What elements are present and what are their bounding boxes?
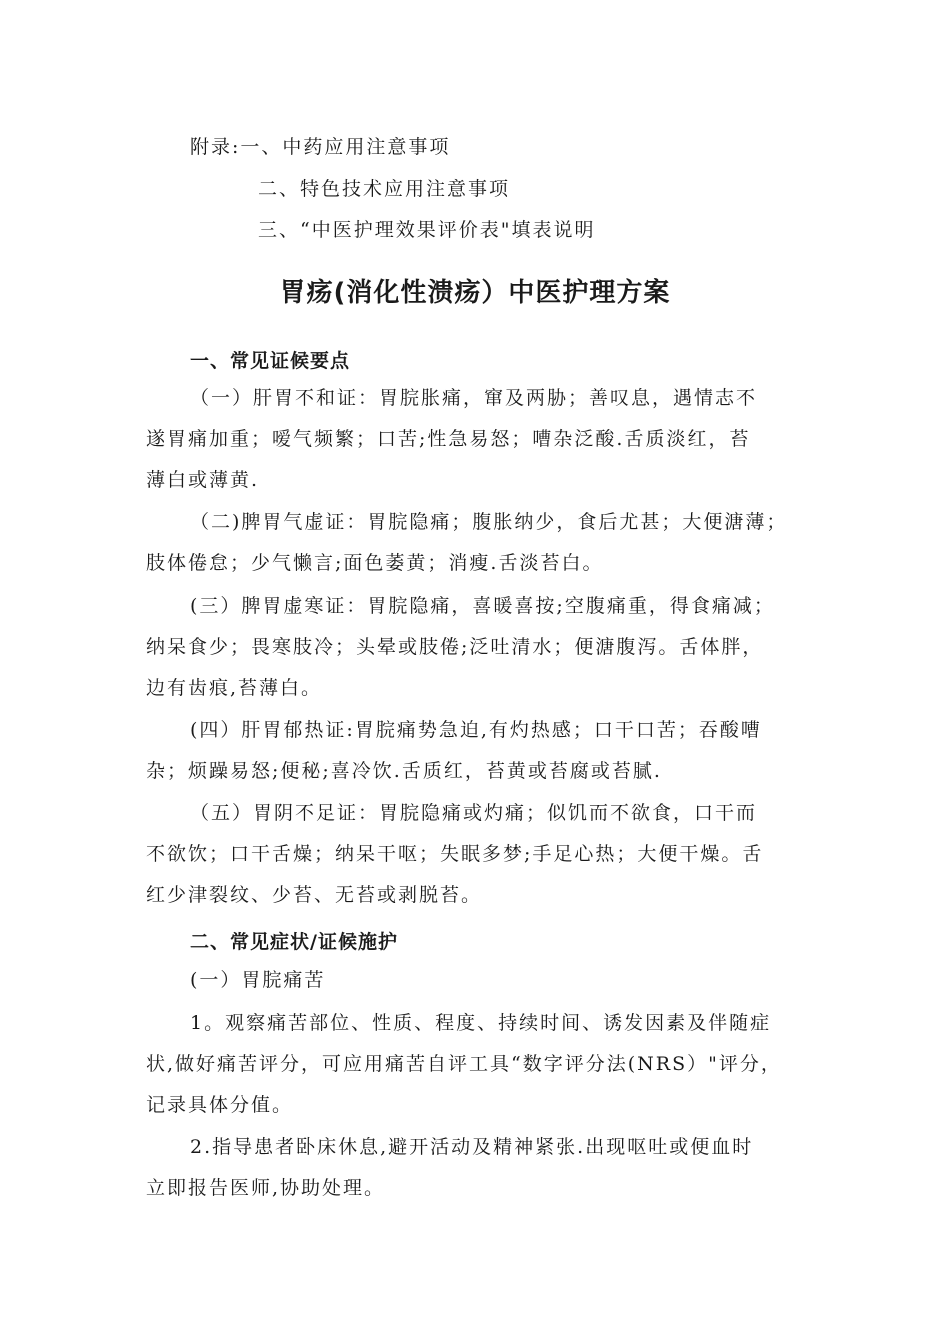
paragraph-line: 遂胃痛加重；嗳气频繁；口苦;性急易怒；嘈杂泛酸.舌质淡红，苔: [146, 428, 751, 450]
appendix-line-1: 附录:一、中药应用注意事项: [190, 136, 451, 158]
document-title: 胃疡(消化性溃疡）中医护理方案: [279, 278, 671, 308]
paragraph-line: 红少津裂纹、少苔、无苔或剥脱苔。: [146, 884, 483, 906]
syndrome-paragraph-2: [146, 502, 806, 584]
paragraph-line: 边有齿痕,苔薄白。: [146, 677, 323, 699]
care-paragraph-2: [146, 1127, 806, 1209]
paragraph-line: (三）脾胃虚寒证：胃脘隐痛，喜暖喜按;空腹痛重，得食痛减；: [190, 595, 775, 617]
section-heading-1: 一、常见证候要点: [190, 350, 351, 372]
care-paragraph-1: [146, 1003, 806, 1126]
paragraph-line: 不欲饮；口干舌燥；纳呆干呕；失眠多梦;手足心热；大便干燥。舌: [146, 843, 764, 865]
paragraph-line: 肢体倦怠；少气懒言;面色萎黄；消瘦.舌淡苔白。: [146, 552, 604, 574]
syndrome-paragraph-4: [146, 710, 806, 792]
appendix-line-3: 三、“中医护理效果评价表"填表说明: [258, 219, 596, 241]
paragraph-line: （一）肝胃不和证：胃脘胀痛，窜及两胁；善叹息，遇情志不: [190, 387, 758, 409]
subsection-label: (一）胃脘痛苦: [190, 969, 326, 991]
paragraph-line: 薄白或薄黄.: [146, 469, 260, 491]
paragraph-line: 杂；烦躁易怒;便秘;喜冷饮.舌质红，苔黄或苔腐或苔腻.: [146, 760, 662, 782]
subsection-heading: [146, 960, 806, 1001]
paragraph-line: 立即报告医师,协助处理。: [146, 1177, 386, 1199]
appendix-line-2: 二、特色技术应用注意事项: [258, 178, 511, 200]
syndrome-paragraph-1: [146, 378, 806, 501]
paragraph-line: (四）肝胃郁热证:胃脘痛势急迫,有灼热感；口干口苦；吞酸嘈: [190, 719, 762, 741]
syndrome-paragraph-5: [146, 793, 806, 916]
paragraph-line: 2.指导患者卧床休息,避开活动及精神紧张.出现呕吐或便血时: [190, 1136, 754, 1158]
paragraph-line: （五）胃阴不足证：胃脘隐痛或灼痛；似饥而不欲食，口干而: [190, 802, 758, 824]
paragraph-line: 状,做好痛苦评分，可应用痛苦自评工具“数字评分法(NRS）"评分，: [146, 1053, 782, 1075]
section-heading-2: 二、常见症状/证候施护: [190, 931, 398, 953]
paragraph-line: 纳呆食少；畏寒肢冷；头晕或肢倦;泛吐清水；便溏腹泻。舌体胖，: [146, 636, 764, 658]
paragraph-line: 记录具体分值。: [146, 1094, 294, 1116]
paragraph-line: 1。观察痛苦部位、性质、程度、持续时间、诱发因素及伴随症: [190, 1012, 772, 1034]
paragraph-line: （二)脾胃气虚证：胃脘隐痛；腹胀纳少，食后尤甚；大便溏薄；: [190, 511, 788, 533]
syndrome-paragraph-3: [146, 586, 806, 709]
